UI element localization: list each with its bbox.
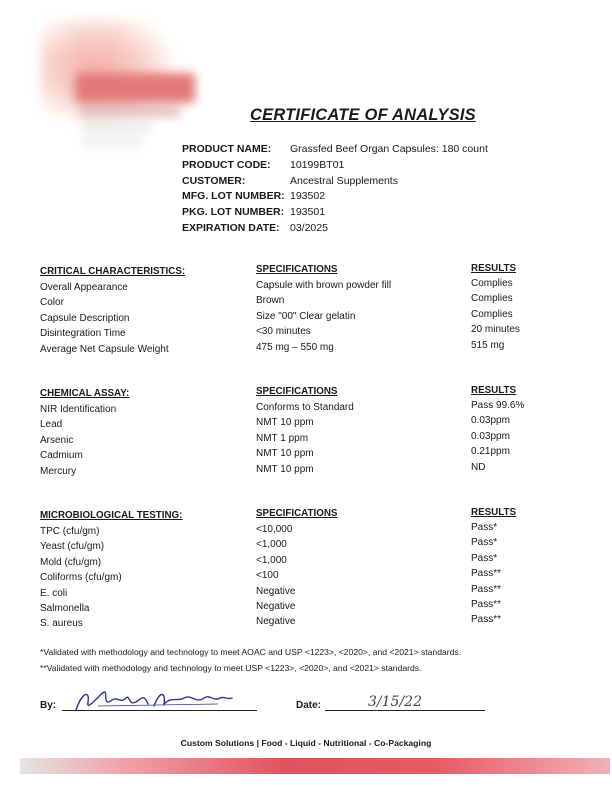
footer-text: Custom Solutions | Food - Liquid - Nutritional - Co-Packaging: [180, 738, 432, 748]
test-name: Overall Appearance: [40, 282, 128, 293]
test-result: Pass**: [471, 614, 502, 626]
note-double-star: **Validated with methodology and technology to meet USP <1223>, <2020>, and <2021> standards.: [40, 663, 422, 673]
product-info-value: 03/2025: [290, 222, 328, 234]
test-result: Pass*: [471, 522, 498, 533]
test-result: 0.03ppm: [471, 415, 510, 427]
test-name: Cadmium: [40, 450, 83, 462]
product-info-label: MFG. LOT NUMBER:: [182, 190, 285, 203]
test-result: Pass**: [471, 568, 502, 580]
test-name: NIR Identification: [40, 404, 117, 415]
test-specification: <30 minutes: [256, 326, 311, 338]
footer-color-bar: [20, 758, 610, 774]
test-result: 0.03ppm: [471, 430, 510, 442]
specifications-heading: SPECIFICATIONS: [256, 386, 338, 397]
date-line: [325, 710, 485, 711]
test-specification: NMT 10 ppm: [256, 448, 314, 460]
test-specification: <1,000: [256, 554, 287, 566]
test-name: Capsule Description: [40, 312, 130, 324]
test-name: Yeast (cfu/gm): [40, 541, 105, 553]
product-info-label: PRODUCT NAME:: [182, 143, 272, 155]
specifications-heading: SPECIFICATIONS: [256, 264, 338, 275]
test-result: Pass*: [471, 537, 498, 549]
test-name: Coliforms (cfu/gm): [40, 572, 122, 584]
product-info-label: CUSTOMER:: [182, 174, 246, 187]
test-specification: NMT 10 ppm: [256, 417, 314, 429]
product-info-value: Ancestral Supplements: [290, 174, 398, 187]
validation-notes: [40, 644, 461, 676]
product-info-value: 193502: [290, 190, 326, 203]
section-heading: CHEMICAL ASSAY:: [40, 388, 130, 399]
by-label: By:: [40, 700, 57, 711]
results-heading: RESULTS: [471, 263, 516, 274]
test-result: Pass*: [471, 552, 498, 564]
test-result: Complies: [471, 308, 513, 320]
test-result: Pass**: [471, 599, 502, 610]
test-specification: Capsule with brown powder fill: [256, 280, 392, 291]
test-result: Pass**: [471, 583, 502, 595]
test-specification: NMT 10 ppm: [256, 463, 314, 475]
test-result: 20 minutes: [471, 324, 520, 336]
document-title: CERTIFICATE OF ANALYSIS: [250, 106, 476, 124]
date-value: 3/15/22: [368, 694, 422, 710]
test-specification: Brown: [256, 295, 285, 307]
test-result: 0.21ppm: [471, 446, 510, 458]
test-name: Disintegration Time: [40, 328, 126, 340]
test-specification: NMT 1 ppm: [256, 432, 309, 444]
product-info-label: PRODUCT CODE:: [182, 158, 271, 171]
test-result: 515 mg: [471, 339, 505, 351]
test-specification: <1,000: [256, 539, 287, 551]
test-specification: Negative: [256, 601, 296, 612]
test-specification: Negative: [256, 585, 296, 597]
product-info-label: PKG. LOT NUMBER:: [182, 206, 285, 219]
test-name: Mold (cfu/gm): [40, 556, 102, 568]
test-result: ND: [471, 461, 486, 473]
test-specification: <100: [256, 570, 279, 582]
date-label: Date:: [296, 700, 322, 711]
test-result: Complies: [471, 278, 513, 289]
test-specification: Conforms to Standard: [256, 402, 354, 413]
product-info-label: EXPIRATION DATE:: [182, 222, 280, 234]
product-info-value: Grassfed Beef Organ Capsules: 180 count: [290, 143, 488, 155]
test-specification: Size "00" Clear gelatin: [256, 310, 356, 322]
test-name: E. coli: [40, 587, 68, 599]
test-specification: <10,000: [256, 524, 293, 535]
test-specification: 475 mg – 550 mg: [256, 341, 334, 353]
product-info-value: 193501: [290, 206, 326, 219]
test-name: Lead: [40, 419, 63, 431]
handwritten-signature: [68, 686, 238, 716]
test-name: Arsenic: [40, 434, 74, 446]
section-heading: MICROBIOLOGICAL TESTING:: [40, 510, 183, 521]
test-result: Pass 99.6%: [471, 400, 525, 411]
results-heading: RESULTS: [471, 507, 516, 518]
specifications-heading: SPECIFICATIONS: [256, 508, 338, 519]
test-name: TPC (cfu/gm): [40, 526, 100, 537]
test-name: Color: [40, 297, 64, 309]
test-name: Mercury: [40, 465, 77, 477]
section-heading: CRITICAL CHARACTERISTICS:: [40, 266, 186, 277]
note-single-star: *Validated with methodology and technology to meet AOAC and USP <1223>, <2020>, and <2021> standards.: [40, 647, 462, 657]
test-name: Average Net Capsule Weight: [40, 343, 169, 355]
results-heading: RESULTS: [471, 385, 516, 396]
test-specification: Negative: [256, 616, 296, 628]
test-result: Complies: [471, 293, 513, 305]
test-name: Salmonella: [40, 603, 90, 614]
test-name: S. aureus: [40, 618, 83, 630]
product-info-value: 10199BT01: [290, 158, 345, 171]
